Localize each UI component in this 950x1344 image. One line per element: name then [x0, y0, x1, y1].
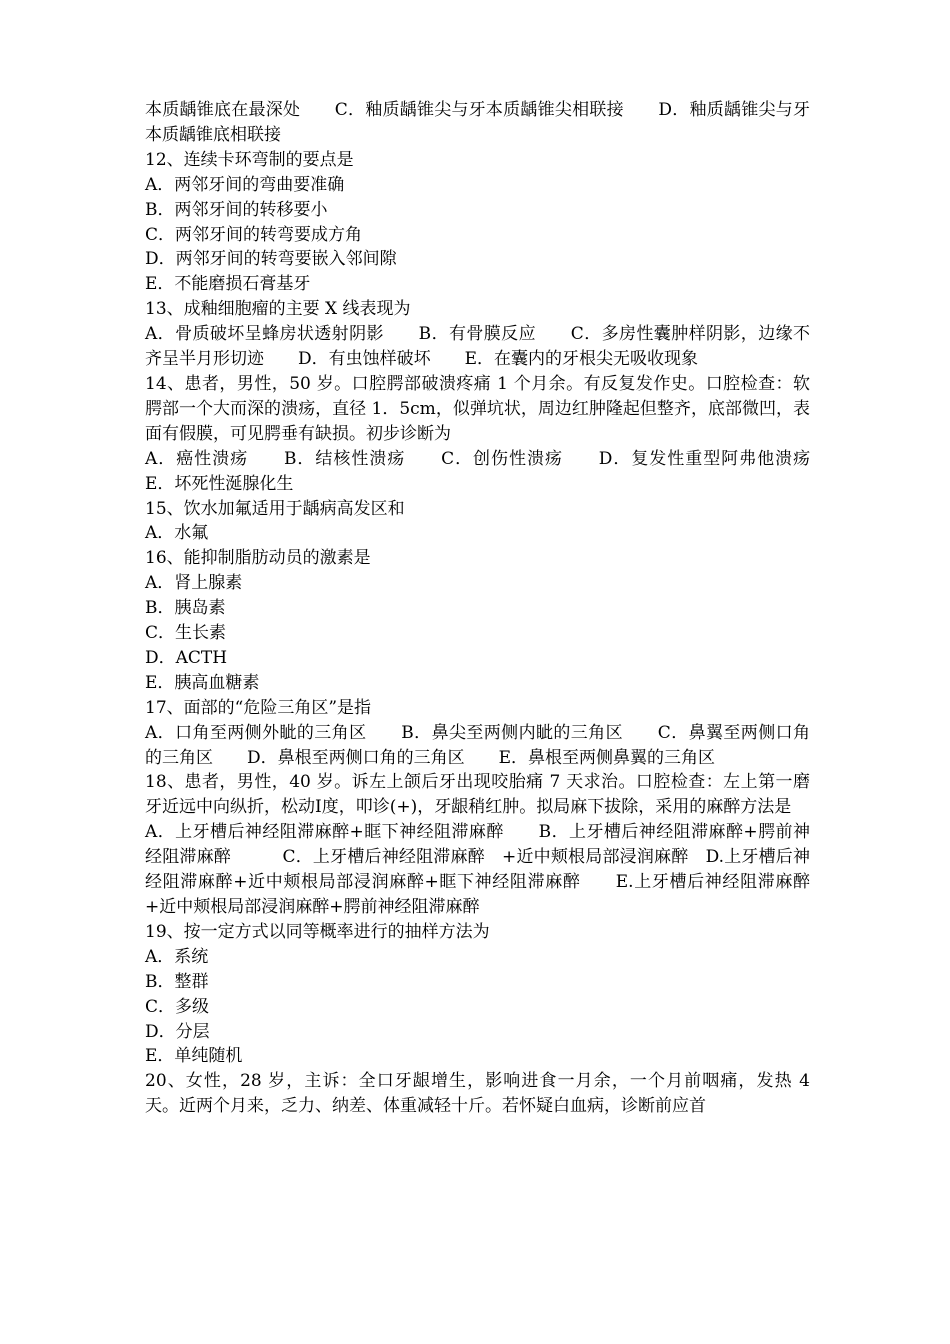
answer-option: D．ACTH [145, 647, 228, 668]
answer-options: A．骨质破坏呈蜂房状透射阴影 B．有骨膜反应 C．多房性囊肿样阴影，边缘不齐呈半月形切迹 D．有虫蚀样破坏 E．在囊内的牙根尖无吸收现象 [145, 324, 810, 370]
answer-option: E．不能磨损石膏基牙 [145, 274, 311, 295]
answer-option: A．水氟 [145, 523, 209, 544]
question-stem: 18、患者，男性，40 岁。诉左上颌后牙出现咬胎痛 7 天求治。口腔检查：左上第一磨牙近远中向纵折，松动Ⅰ度，叩诊(+)，牙龈稍红肿。拟局麻下拔除，采用的麻醉方法是 [145, 772, 810, 818]
answer-option: D．分层 [145, 1021, 210, 1042]
answer-options: A．口角至两侧外眦的三角区 B．鼻尖至两侧内眦的三角区 C．鼻翼至两侧口角的三角区 D．鼻根至两侧口角的三角区 E．鼻根至两侧鼻翼的三角区 [145, 722, 810, 768]
answer-options: A．癌性溃疡 B．结核性溃疡 C．创伤性溃疡 D．复发性重型阿弗他溃疡 E．坏死性涎腺化生 [145, 448, 844, 494]
question-stem: 16、能抑制脂肪动员的激素是 [145, 548, 371, 569]
document-body [145, 98, 844, 1119]
question-stem: 14、患者，男性，50 岁。口腔腭部破溃疼痛 1 个月余。有反复发作史。口腔检查：软腭部一个大而深的溃疡，直径 1．5cm，似弹坑状，周边红肿隆起但整齐，底部微凹，表面有假膜，可见腭垂有缺损。初步诊断为 [145, 373, 810, 444]
answer-option: B．两邻牙间的转移要小 [145, 199, 328, 220]
question-stem: 20、女性，28 岁，主诉：全口牙龈增生，影响进食一月余，一个月前咽痛，发热 4 天。近两个月来，乏力、纳差、体重减轻十斤。若怀疑白血病，诊断前应首 [145, 1071, 810, 1117]
answer-option: C．两邻牙间的转弯要成方角 [145, 224, 363, 245]
question-stem: 15、饮水加氟适用于龋病高发区和 [145, 498, 405, 519]
answer-option: B．胰岛素 [145, 598, 226, 619]
answer-option: A．系统 [145, 946, 209, 967]
answer-option: D．两邻牙间的转弯要嵌入邻间隙 [145, 249, 397, 270]
answer-option: A．两邻牙间的弯曲要准确 [145, 174, 345, 195]
answer-option: C．多级 [145, 996, 210, 1017]
question-stem: 12、连续卡环弯制的要点是 [145, 149, 354, 170]
question-stem: 19、按一定方式以同等概率进行的抽样方法为 [145, 921, 490, 942]
answer-option: A．肾上腺素 [145, 573, 243, 594]
answer-option: E．胰高血糖素 [145, 672, 260, 693]
question-stem: 13、成釉细胞瘤的主要 X 线表现为 [145, 299, 411, 320]
answer-option: B．整群 [145, 971, 209, 992]
answer-option: E．单纯随机 [145, 1046, 243, 1067]
answer-options: A．上牙槽后神经阻滞麻醉+眶下神经阻滞麻醉 B．上牙槽后神经阻滞麻醉+腭前神经阻滞麻醉 C．上牙槽后神经阻滞麻醉 +近中颊根局部浸润麻醉 D.上牙槽后神经阻滞麻醉+近中颊根局部浸润麻醉+眶下神经阻滞麻醉 E.上牙槽后神经阻滞麻醉+近中颊根局部浸润麻醉+腭前神经阻滞麻醉 [145, 822, 810, 917]
question-stem: 17、面部的“危险三角区”是指 [145, 697, 372, 718]
text-line: 本质龋锥底在最深处 C．釉质龋锥尖与牙本质龋锥尖相联接 D．釉质龋锥尖与牙本质龋锥底相联接 [145, 100, 810, 145]
answer-option: C．生长素 [145, 623, 227, 644]
